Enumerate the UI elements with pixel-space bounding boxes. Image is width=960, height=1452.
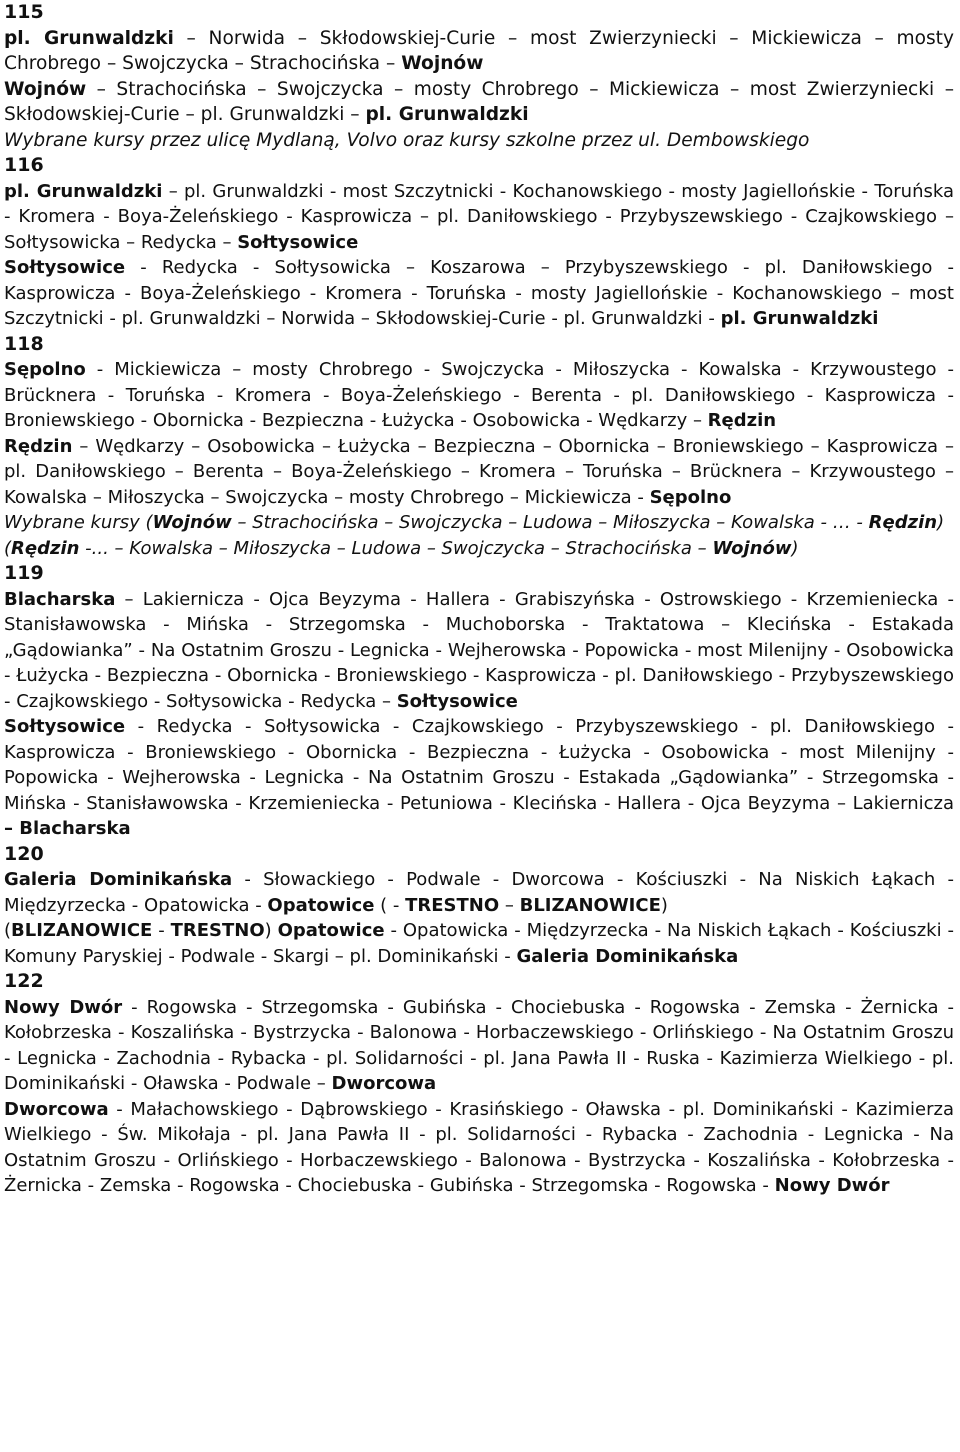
stop-name-bold: pl. Grunwaldzki xyxy=(365,104,529,125)
route-note xyxy=(4,128,954,154)
route-backward xyxy=(4,434,954,511)
route-text: - Słowackiego - Podwale - Dworcowa - Kościuszki - Na Niskich Łąkach - Międzyrzecka - Opatowicka - xyxy=(4,869,954,916)
route-forward xyxy=(4,26,954,77)
line-number: 120 xyxy=(4,842,44,865)
stop-name-bold: Sępolno xyxy=(649,486,732,508)
route-text: - xyxy=(152,920,171,941)
stop-name-bold: Sołtysowice xyxy=(396,690,518,712)
route-text: – Wędkarzy – Osobowicka – Łużycka – Bezpieczna – Obornicka – Broniewskiego – Kasprowicza – pl. Daniłowskiego – Berenta – Boya-Żeleńskiego – Kromera – Toruńska – Brücknera – Krzywoustego – Kowalska – Miłoszycka – Swojczycka – mosty Chrobrego – Mickiewicza - xyxy=(4,435,954,508)
line-118-section xyxy=(4,332,954,562)
stop-name-bold: Dworcowa xyxy=(4,1098,109,1120)
route-text: ) xyxy=(791,537,799,559)
stop-name-bold: Galeria Dominikańska xyxy=(4,869,233,890)
line-115-section xyxy=(4,0,954,153)
stop-name-bold: pl. Grunwaldzki xyxy=(4,27,174,49)
route-text: – Strachocińska – Swojczycka – Ludowa – Miłoszycka – Kowalska - … - xyxy=(231,512,869,533)
route-text: – Lakiernicza - Ojca Beyzyma - Hallera - Grabiszyńska - Ostrowskiego - Krzemieniecka - Stanisławowska - Mińska - Strzegomska - Muchoborska - Traktatowa – Klecińska - Estakada „Gądowianka” - Na Ostatnim Groszu - Legnicka - Wejherowska - Popowicka - most Milenijny - Osobowicka - Łużycka - Bezpieczna - Obornicka - Broniewskiego - Kasprowicza - pl. Daniłowskiego - Przybyszewskiego - Czajkowskiego - Sołtysowicka - Redycka – xyxy=(4,588,954,712)
route-text: ( xyxy=(4,920,12,941)
stop-name-bold: Rędzin xyxy=(4,435,73,457)
stop-name-bold: pl. Grunwaldzki xyxy=(4,180,163,202)
line-number: 122 xyxy=(4,970,44,992)
route-text: - Opatowicka - Międzyrzecka - Na Niskich Łąkach - Kościuszki - Komuny Paryskiej - Podwale - Skargi – pl. Dominikański - xyxy=(4,920,954,967)
route-backward xyxy=(4,255,954,332)
route-text: - Małachowskiego - Dąbrowskiego - Krasińskiego - Oławska - pl. Dominikański - Kazimierza Wielkiego - Św. Mikołaja - pl. Jana Pawła II - pl. Solidarności - Rybacka - Zachodnia - Legnicka - Na Ostatnim Groszu - Orlińskiego - Horbaczewskiego - Balonowa - Bystrzycka - Koszalińska - Kołobrzeska - Żernicka - Zemska - Rogowska - Chociebuska - Gubińska - Strzegomska - Rogowska - xyxy=(4,1098,954,1196)
route-note xyxy=(4,536,954,562)
stop-name-bold: Wojnów xyxy=(4,78,87,100)
route-backward xyxy=(4,77,954,128)
stop-name-bold: Dworcowa xyxy=(331,1073,437,1094)
stop-name-bold: Rędzin xyxy=(11,537,80,559)
route-text: ) xyxy=(937,512,945,533)
route-text: - Redycka - Sołtysowicka – Koszarowa – Przybyszewskiego - pl. Daniłowskiego - Kasprowicza - Boya-Żeleńskiego - Kromera - Toruńska - mosty Jagiellońskie - Kochanowskiego – most Szczytnicki - pl. Grunwaldzki – Norwida – Skłodowskiej-Curie - pl. Grunwaldzki - xyxy=(4,257,954,329)
stop-name-bold: Blacharska xyxy=(4,588,116,610)
stop-name-bold: – Blacharska xyxy=(4,818,131,839)
route-forward xyxy=(4,357,954,434)
route-text: ( xyxy=(4,537,12,559)
stop-name-bold: Nowy Dwór xyxy=(774,1175,890,1196)
stop-name-bold: pl. Grunwaldzki xyxy=(720,308,879,329)
stop-name-bold: Rędzin xyxy=(707,410,777,431)
route-text: - Mickiewicza – mosty Chrobrego - Swojczycka - Miłoszycka - Kowalska - Krzywoustego - Brücknera - Toruńska - Kromera - Boya-Żeleńskiego - Berenta - pl. Daniłowskiego - Kasprowicza - Broniewskiego - Obornicka - Bezpieczna - Łużycka - Osobowicka - Wędkarzy – xyxy=(4,359,954,431)
stop-name-bold: Opatowice xyxy=(277,920,385,941)
route-text: ) xyxy=(264,920,278,941)
route-text: - Rogowska - Strzegomska - Gubińska - Chociebuska - Rogowska - Zemska - Żernicka - Kołobrzeska - Koszalińska - Bystrzycka - Balonowa - Horbaczewskiego - Orlińskiego - Na Ostatnim Groszu - Legnicka - Zachodnia - Rybacka - pl. Solidarności - pl. Jana Pawła II - Ruska - Kazimierza Wielkiego - pl. Dominikański - Oławska - Podwale – xyxy=(4,996,954,1094)
route-forward xyxy=(4,179,954,256)
route-text: – Norwida – Skłodowskiej-Curie – most Zwierzyniecki – Mickiewicza – mosty Chrobrego – Swojczycka – Strachocińska – xyxy=(4,27,954,74)
line-122-section xyxy=(4,969,954,1199)
stop-name-bold: Opatowice xyxy=(267,894,375,916)
stop-name-bold: TRESTNO xyxy=(170,920,265,941)
route-text: Wybrane kursy ( xyxy=(4,512,153,533)
stop-name-bold: Sołtysowice xyxy=(237,231,359,253)
route-forward xyxy=(4,995,954,1097)
route-text: -... – Kowalska – Miłoszycka – Ludowa – Swojczycka – Strachocińska – xyxy=(79,537,713,559)
route-text: ) xyxy=(660,894,668,916)
stop-name-bold: Sołtysowice xyxy=(4,257,126,278)
stop-name-bold: Wojnów xyxy=(152,512,232,533)
route-text: – xyxy=(499,894,520,916)
stop-name-bold: BLIZANOWICE xyxy=(11,920,153,941)
route-forward xyxy=(4,867,954,918)
route-text: – pl. Grunwaldzki - most Szczytnicki - Kochanowskiego - mosty Jagiellońskie - Toruńska - Kromera - Boya-Żeleńskiego - Kasprowicza – pl. Daniłowskiego - Przybyszewskiego - Czajkowskiego – Sołtysowicka – Redycka – xyxy=(4,180,954,253)
route-forward xyxy=(4,587,954,715)
route-text: - Redycka - Sołtysowicka - Czajkowskiego - Przybyszewskiego - pl. Daniłowskiego - Kasprowicza - Broniewskiego - Obornicka - Bezpieczna - Łużycka - Osobowicka - most Milenijny - Popowicka - Wejherowska - Legnicka - Na Ostatnim Groszu - Estakada „Gądowianka” - Strzegomska - Mińska - Stanisławowska - Krzemieniecka - Petuniowa - Klecińska - Hallera - Ojca Beyzyma – Lakiernicza xyxy=(4,716,954,814)
line-119-section xyxy=(4,561,954,842)
stop-name-bold: Wojnów xyxy=(401,53,484,74)
line-116-section xyxy=(4,153,954,332)
route-text: – Strachocińska – Swojczycka – mosty Chrobrego – Mickiewicza – most Zwierzyniecki – Skłodowskiej-Curie – pl. Grunwaldzki – xyxy=(4,78,954,125)
line-number: 116 xyxy=(4,154,44,176)
route-note xyxy=(4,510,954,536)
line-number: 115 xyxy=(4,1,44,23)
stop-name-bold: Galeria Dominikańska xyxy=(516,945,739,967)
stop-name-bold: Sołtysowice xyxy=(4,716,126,737)
route-backward xyxy=(4,714,954,842)
stop-name-bold: Sępolno xyxy=(4,359,86,380)
line-120-section xyxy=(4,842,954,970)
stop-name-bold: Wojnów xyxy=(712,537,792,559)
route-backward xyxy=(4,918,954,969)
stop-name-bold: BLIZANOWICE xyxy=(519,894,661,916)
route-text: ( - xyxy=(374,894,406,916)
stop-name-bold: TRESTNO xyxy=(405,894,500,916)
route-text: Wybrane kursy przez ulicę Mydlaną, Volvo oraz kursy szkolne przez ul. Dembowskiego xyxy=(4,129,810,151)
route-backward xyxy=(4,1097,954,1199)
line-number: 119 xyxy=(4,562,44,584)
line-number: 118 xyxy=(4,332,44,355)
stop-name-bold: Nowy Dwór xyxy=(4,996,123,1018)
stop-name-bold: Rędzin xyxy=(868,512,938,533)
